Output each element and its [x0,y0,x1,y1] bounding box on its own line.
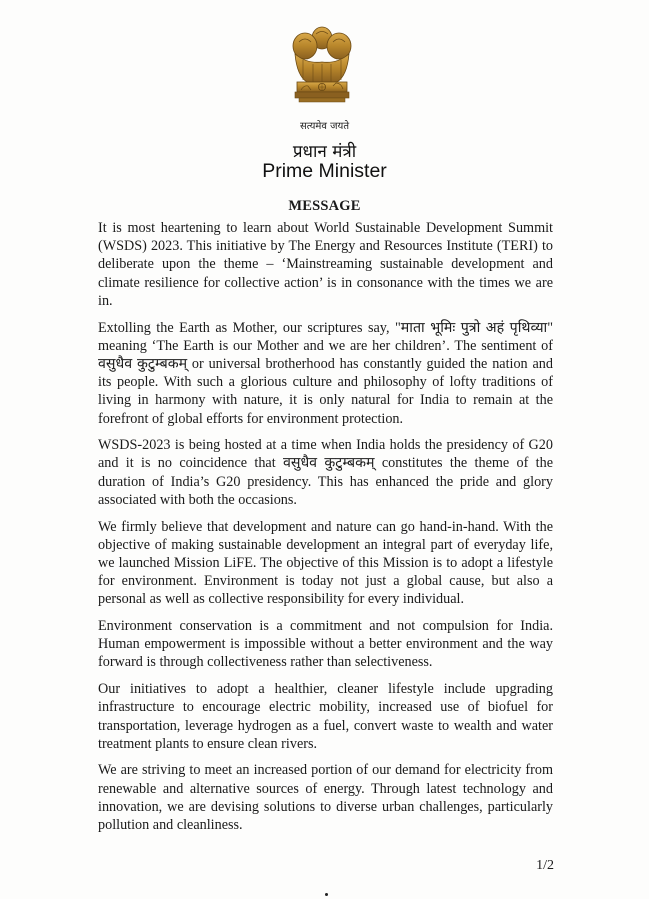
message-heading: MESSAGE [288,198,361,214]
emblem-motto: सत्यमेव जयते [299,121,350,132]
paragraph: WSDS-2023 is being hosted at a time when India holds the presidency of G20 and it is no coincidence that वसुधैव कुटुम्बकम् constitutes the theme of the duration of India’s G20 presidency. This has enhanced the pride and glory associated with both the occasions. [98,437,553,508]
national-emblem-icon [287,24,357,118]
paragraph: Our initiatives to adopt a healthier, cleaner lifestyle include upgrading infrastructure to encourage electric mobility, increased use of biofuel for transportation, leverage hydrogen as a fuel, convert waste to wealth and water treatment plants to ensure clean rivers. [98,681,553,752]
paragraph: Extolling the Earth as Mother, our scriptures say, "माता भूमिः पुत्रो अहं पृथिव्या" meaning ‘The Earth is our Mother and we are her children’. The sentiment of वसुधैव कुटुम्बकम् or universal brotherhood has constantly guided the nation and its people. With such a glorious culture and philosophy of lofty traditions of living in harmony with nature, it is only natural for India to remain at the forefront of global efforts for environment protection. [98,319,553,427]
paragraph: Environment conservation is a commitment and not compulsion for India. Human empowerment is impossible without a better environment and the way forward is through collectiveness rather than selectiveness. [98,618,553,671]
message-body [98,219,553,843]
paragraph: We are striving to meet an increased portion of our demand for electricity from renewable and alternative sources of energy. Through latest technology and innovation, we are devising solutions to diverse urban challenges, particularly pollution and cleanliness. [98,762,553,834]
paragraph: It is most heartening to learn about World Sustainable Development Summit (WSDS) 2023. This initiative by The Energy and Resources Institute (TERI) to deliberate upon the theme – ‘Mainstreaming sustainable development and climate resilience for collective action’ is in consonance with the times we are in. [98,220,553,309]
page-number: 1/2 [536,858,554,873]
title-hindi: प्रधान मंत्री [292,142,357,162]
footer-dot [325,893,328,896]
paragraph: We firmly believe that development and nature can go hand-in-hand. With the objective of making sustainable development an integral part of everyday life, we launched Mission LiFE. The objective of this Mission is to adopt a lifestyle for environment. Environment is today not just a global cause, but also a personal as well as collective responsibility for every individual. [98,518,553,608]
title-english: Prime Minister [262,160,387,182]
